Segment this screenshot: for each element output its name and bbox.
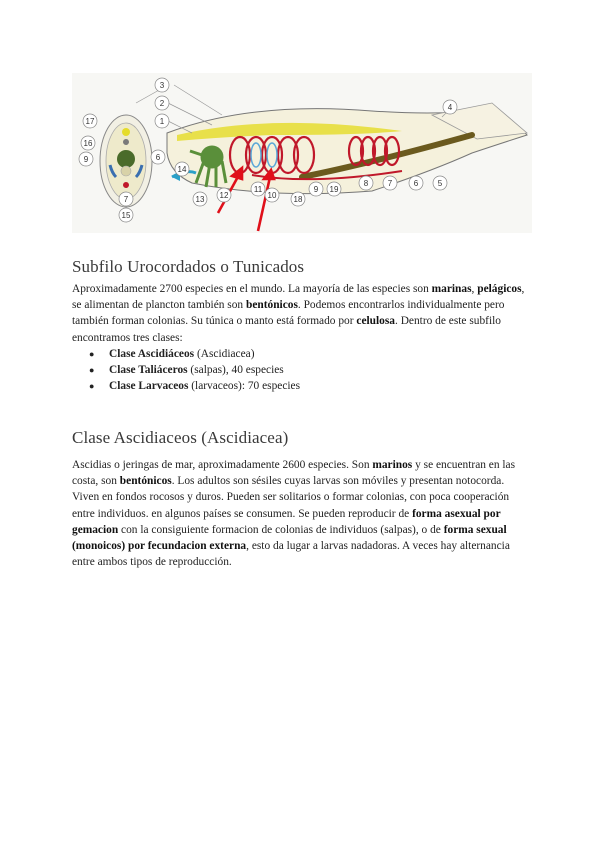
text: , esto da lugar a larvas nadadoras. A veces hay alternancia entre ambos tipos de reproducción. (72, 540, 510, 569)
svg-text:5: 5 (437, 179, 443, 188)
section-title-ascidiaceos: Clase Ascidiaceos (Ascidiacea) (72, 428, 289, 447)
svg-text:8: 8 (363, 179, 369, 188)
bold-term: celulosa (356, 315, 395, 328)
text: . Dentro de este subfilo encontramos tres clases: (72, 315, 501, 344)
svg-text:18: 18 (293, 195, 303, 204)
svg-text:9: 9 (83, 155, 89, 164)
bold-term: forma sexual (monoicos) por fecundacion externa (72, 523, 507, 553)
list-item (72, 362, 300, 378)
svg-text:15: 15 (121, 211, 131, 220)
svg-text:12: 12 (219, 191, 229, 200)
svg-text:6: 6 (413, 179, 419, 188)
svg-text:7: 7 (387, 179, 393, 188)
tunicate-anatomy-diagram (72, 73, 532, 233)
svg-text:13: 13 (195, 195, 205, 204)
svg-text:7: 7 (123, 195, 129, 204)
bold-term: bentónicos (246, 299, 298, 312)
class-detail: (salpas), 40 especies (187, 364, 284, 377)
list-item (72, 346, 300, 362)
paragraph-ascidiaceos (72, 457, 532, 570)
text: . Podemos encontrarlos individualmente pero también forman colonias. Su túnica o manto está formado por (72, 299, 505, 328)
paragraph-urocordados (72, 281, 532, 346)
svg-text:11: 11 (253, 185, 263, 194)
text: Ascidias o jeringas de mar, aproximadamente 2600 especies. Son (72, 459, 370, 471)
bold-term: forma asexual por gemacion (72, 507, 501, 536)
svg-text:16: 16 (83, 139, 93, 148)
svg-text:17: 17 (85, 117, 95, 126)
svg-text:14: 14 (177, 165, 187, 174)
svg-text:2: 2 (159, 99, 165, 108)
class-list (72, 346, 300, 395)
svg-text:10: 10 (267, 191, 277, 200)
svg-text:4: 4 (447, 103, 453, 112)
text: , se alimentan de plancton también son (72, 283, 525, 312)
section-title-urocordados: Subfilo Urocordados o Tunicados (72, 257, 305, 276)
class-detail: (larvaceos): 70 especies (188, 380, 301, 393)
bold-term: bentónicos (119, 475, 172, 488)
class-detail: (Ascidiacea) (194, 348, 255, 360)
bold-term: marinas (431, 283, 472, 295)
text: y se encuentran en las costa, son (72, 459, 516, 488)
text: . Los adultos son sésiles cuyas larvas son móviles y presentan notocorda. Viven en fondos rocosos y duros. Pueden ser solitarios o formar colonias, con poca cooperación entre individuos. en algunos países se consumen. Se pueden reproducir de (72, 475, 510, 520)
svg-text:3: 3 (159, 81, 165, 90)
svg-text:19: 19 (329, 185, 339, 194)
text: , (471, 283, 475, 295)
text: Aproximadamente 2700 especies en el mundo. La mayoría de las especies son (72, 283, 429, 295)
svg-text:1: 1 (159, 117, 165, 126)
svg-text:6: 6 (155, 153, 161, 162)
list-item (72, 378, 300, 394)
class-name: Clase Ascidiáceos (109, 348, 195, 360)
class-name: Clase Larvaceos (109, 380, 189, 393)
text: con la consiguiente formacion de colonias de individuos (salpas), o de (118, 523, 441, 536)
bold-term: marinos (372, 459, 413, 471)
svg-text:9: 9 (313, 185, 319, 194)
bold-term: pelágicos (477, 283, 522, 295)
class-name: Clase Taliáceros (109, 364, 188, 377)
